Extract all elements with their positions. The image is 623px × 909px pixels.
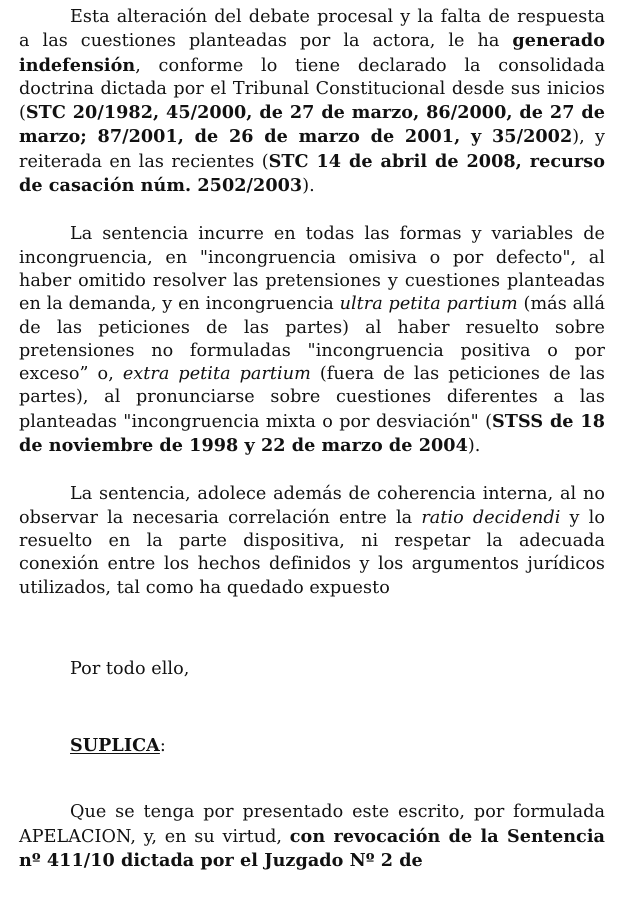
italic-text: ultra petita partium <box>339 294 518 315</box>
text: ), y reiterada en las recientes ( <box>19 127 605 172</box>
text: : <box>159 736 166 757</box>
text: Por todo ello, <box>70 658 190 679</box>
text: Que se tenga por presentado este escrito, por formulada APELACION, y, en su virtud, <box>19 802 605 847</box>
paragraph-incongruencia <box>19 223 605 458</box>
text: (más allá de las peticiones de las partes) al haber resuelto sobre pretensiones no formuladas "incongruencia positiva o por exceso” o, <box>19 294 605 385</box>
italic-text: ratio decidendi <box>421 507 561 528</box>
suplica-heading: SUPLICA <box>70 735 160 757</box>
bold-citation: STC 14 de abril de 2008, recurso de casación núm. 2502/2003 <box>19 150 605 197</box>
paragraph-coherencia <box>19 483 605 599</box>
italic-text: extra petita partium <box>122 364 311 385</box>
bold-citation: STSS de 18 de noviembre de 1998 y 22 de marzo de 2004 <box>19 410 605 457</box>
paragraph-suplica <box>19 734 605 758</box>
bold-text: con revocación de la Sentencia nº 411/10 dictada por el Juzgado Nº 2 de <box>19 825 606 872</box>
paragraph-peticion <box>19 801 605 873</box>
paragraph-por-todo-ello <box>19 658 605 681</box>
text: ). <box>302 176 315 197</box>
text: Esta alteración del debate procesal y la falta de respuesta a las cuestiones planteadas por la actora, le ha <box>19 7 605 52</box>
text: , conforme lo tiene declarado la consolidada doctrina dictada por el Tribunal Constitucional desde sus inicios ( <box>19 55 605 124</box>
text: La sentencia incurre en todas las formas y variables de incongruencia, en "incongruencia omisiva o por defecto", al haber omitido resolver las pretensiones y cuestiones planteadas en la demanda, y en incongruencia <box>19 224 605 315</box>
text: (fuera de las peticiones de las partes), al pronunciarse sobre cuestiones diferentes a las planteadas "incongruencia mixta o por desviación" ( <box>19 364 605 432</box>
bold-text: generado indefensión <box>19 30 605 76</box>
text: La sentencia, adolece además de coherencia interna, al no observar la necesaria correlación entre la <box>19 484 605 528</box>
text: y lo resuelto en la parte dispositiva, ni respetar la adecuada conexión entre los hechos definidos y los argumentos jurídicos utilizados, tal como ha quedado expuesto <box>19 507 605 598</box>
bold-citation: STC 20/1982, 45/2000, de 27 de marzo, 86/2000, de 27 de marzo; 87/2001, de 26 de marzo de 2001, y 35/2002 <box>19 102 605 148</box>
text: ). <box>467 436 481 457</box>
paragraph-indefension <box>19 6 605 198</box>
